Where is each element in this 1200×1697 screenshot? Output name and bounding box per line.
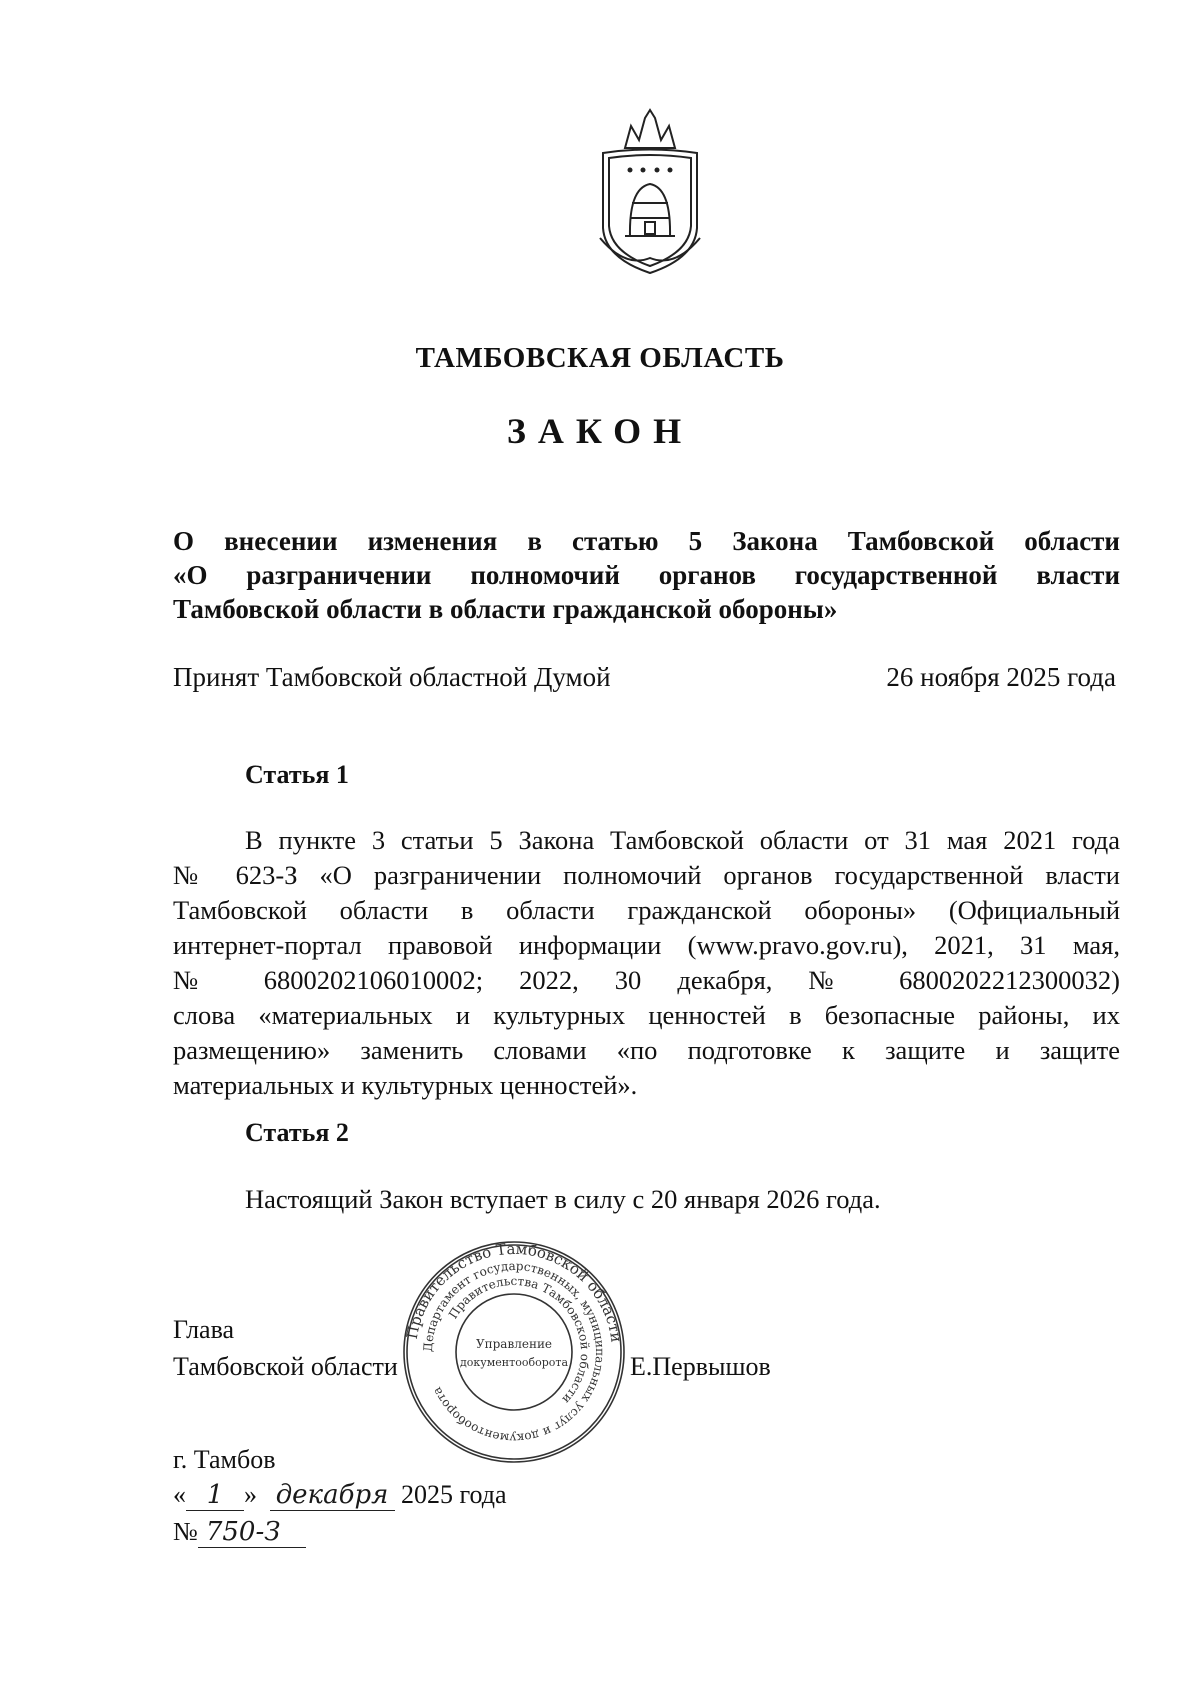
- law-title: [173, 524, 1120, 626]
- handwritten-number: 750-З: [198, 1517, 306, 1548]
- signatory-title-line2: Тамбовской области: [173, 1352, 398, 1381]
- official-seal-stamp: [400, 1238, 628, 1466]
- text-line: Тамбовской области в области гражданской обороны» (Официальный: [173, 895, 1120, 925]
- city-label: г. Тамбов: [173, 1445, 276, 1474]
- law-number: [173, 1517, 306, 1548]
- number-label: №: [173, 1517, 198, 1546]
- close-quote: »: [244, 1480, 257, 1509]
- text-line: № 623-З «О разграничении полномочий органов государственной власти: [173, 860, 1120, 890]
- title-line: «О разграничении полномочий органов государственной власти: [173, 560, 1120, 590]
- text-line: № 6800202106010002; 2022, 30 декабря, № 6800202212300032): [173, 965, 1120, 995]
- seal-center-line1: Управление: [475, 1337, 553, 1351]
- text-line: материальных и культурных ценностей».: [173, 1070, 638, 1100]
- signatory-name: Е.Первышов: [630, 1352, 771, 1381]
- signing-year: 2025 года: [401, 1480, 507, 1509]
- adopted-by: Принят Тамбовской областной Думой: [173, 662, 611, 692]
- handwritten-month: декабря: [270, 1480, 395, 1511]
- text-line: размещению» заменить словами «по подготовке к защите и защите: [173, 1035, 1120, 1065]
- text-line: слова «материальных и культурных ценностей в безопасные районы, их: [173, 1000, 1120, 1030]
- region-heading: ТАМБОВСКАЯ ОБЛАСТЬ: [415, 342, 785, 374]
- coat-of-arms-icon: [585, 108, 715, 280]
- signing-date: [173, 1480, 507, 1511]
- seal-outer-text: Правительство Тамбовской области: [402, 1239, 626, 1344]
- seal-inner-text: Правительства Тамбовской области: [445, 1273, 593, 1407]
- title-line: О внесении изменения в статью 5 Закона Тамбовской области: [173, 526, 1120, 556]
- article-1-heading: Статья 1: [245, 760, 349, 789]
- seal-middle-text: Департамент государственных, муниципальных услуг и документооборота: [420, 1258, 608, 1446]
- adoption-date: 26 ноября 2025 года: [886, 662, 1116, 692]
- handwritten-day: 1: [186, 1480, 244, 1511]
- title-line: Тамбовской области в области гражданской обороны»: [173, 594, 838, 624]
- article-2-heading: Статья 2: [245, 1118, 349, 1147]
- text-line: В пункте 3 статьи 5 Закона Тамбовской области от 31 мая 2021 года: [245, 825, 1120, 855]
- article-1-text: [173, 823, 1120, 1103]
- signatory-title-line1: Глава: [173, 1315, 235, 1344]
- text-line: Настоящий Закон вступает в силу с 20 января 2026 года.: [245, 1184, 881, 1214]
- text-line: интернет-портал правовой информации (www.pravo.gov.ru), 2021, 31 мая,: [173, 930, 1120, 960]
- open-quote: «: [173, 1480, 186, 1509]
- seal-center-line2: документооборота: [459, 1356, 569, 1369]
- article-2-text: [173, 1182, 1120, 1217]
- document-type-heading: ЗАКОН: [506, 411, 694, 451]
